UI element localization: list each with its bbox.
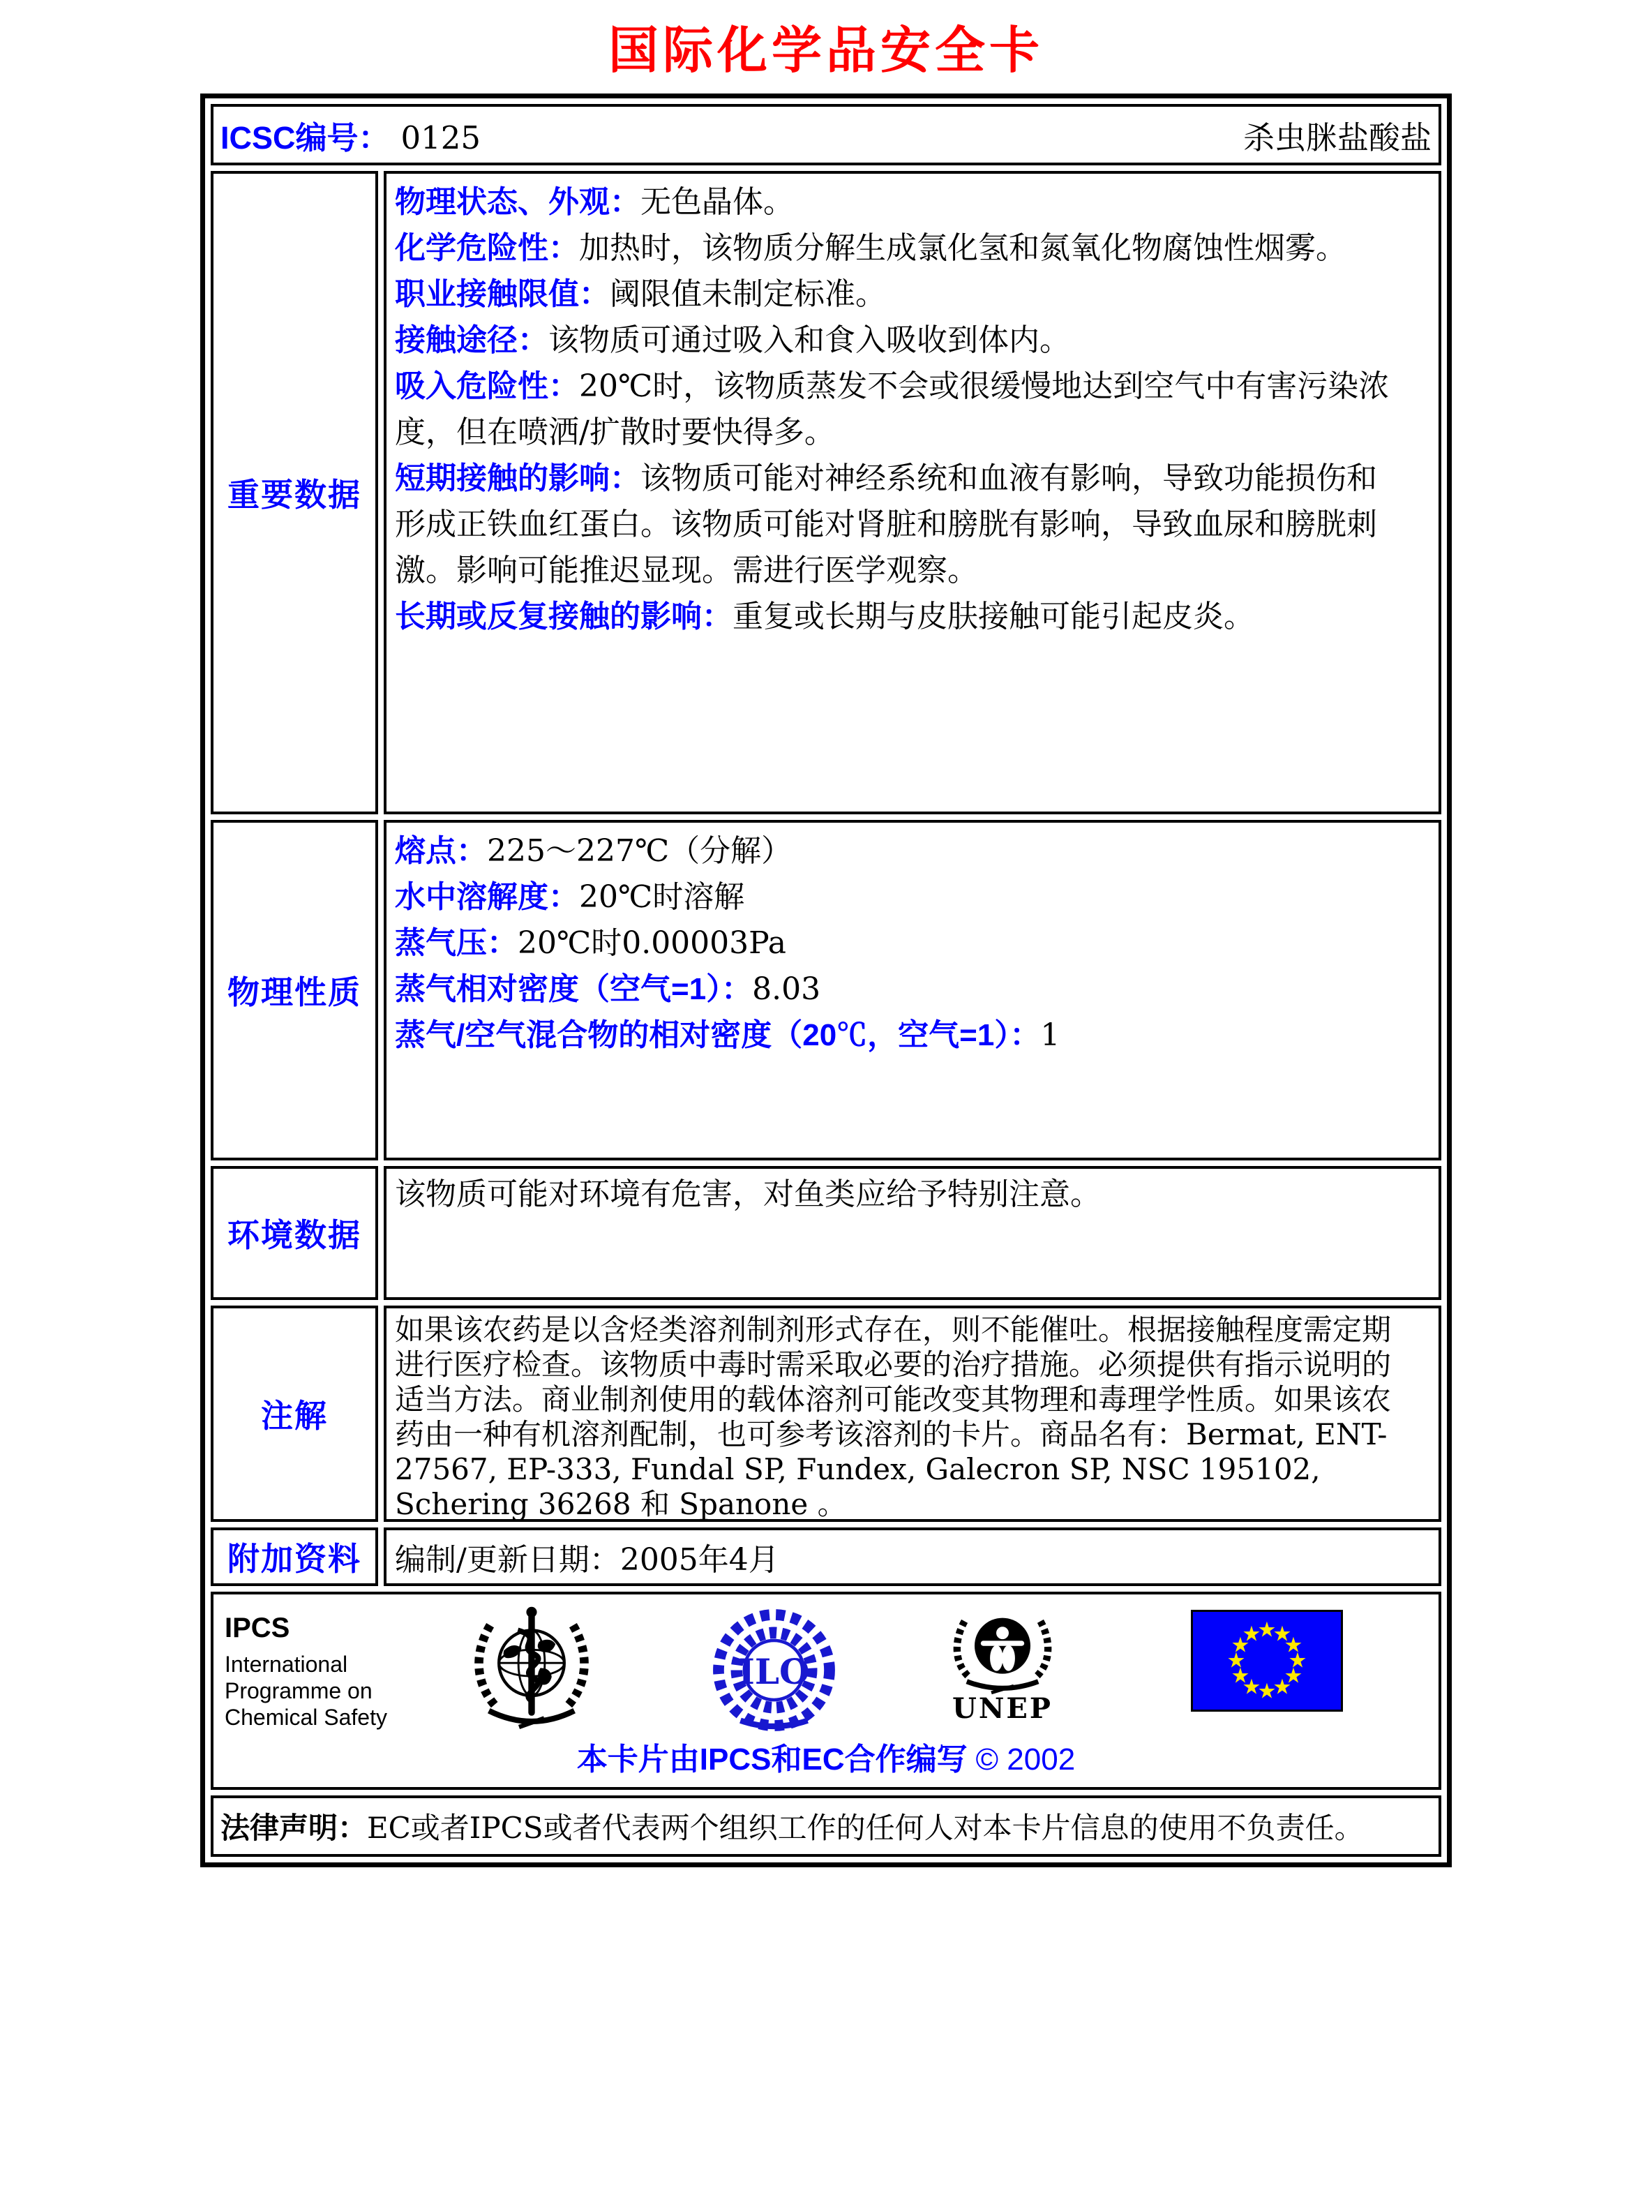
physical-properties-content [384, 820, 1441, 1160]
field-physical-state-appearance: 物理状态、外观：无色晶体。 [395, 184, 794, 220]
field-vapor-relative-density: 蒸气相对密度（空气=1）：8.03 [395, 971, 821, 1007]
notes-content: 如果该农药是以含烃类溶剂制剂形式存在，则不能催吐。根据接触程度需定期进行医疗检查。该物质中毒时需采取必要的治疗措施。必须提供有指示说明的适当方法。商业制剂使用的载体溶剂可能改变其物理和毒理学性质。如果该农药由一种有机溶剂配制，也可参考该溶剂的卡片。商品名有：Bermat, ENT-27567, EP-333, Fundal SP, Fundex, Galecron SP, NSC 195102, Schering 36268 和 Spanone 。 [384, 1306, 1441, 1522]
notes-label: 注解 [211, 1306, 378, 1522]
svg-text:★: ★ [1272, 1622, 1292, 1647]
field-long-term-effects: 长期或反复接触的影响：重复或长期与皮肤接触可能引起皮炎。 [395, 599, 1254, 634]
svg-text:★: ★ [1257, 1617, 1277, 1643]
important-data-label: 重要数据 [211, 171, 378, 814]
icsc-card [200, 94, 1452, 1867]
credit-line [213, 1734, 1439, 1779]
ipcs-title: IPCS [225, 1613, 290, 1643]
credit-year: © 2002 [975, 1742, 1076, 1777]
svg-text:★: ★ [1242, 1675, 1261, 1700]
physical-properties-label: 物理性质 [211, 820, 378, 1160]
svg-text:★: ★ [1226, 1648, 1246, 1673]
unep-letters: UNEP [952, 1692, 1053, 1725]
ilo-letters: ILO [738, 1650, 810, 1692]
credit-text: 本卡片由IPCS和EC合作编写 [576, 1742, 968, 1777]
ilo-logo-icon [709, 1606, 839, 1738]
field-occupational-exposure-limit: 职业接触限值：阈限值未制定标准。 [395, 276, 886, 312]
ipcs-subtitle-line: International [225, 1652, 348, 1677]
field-chemical-danger: 化学危险性：加热时，该物质分解生成氯化氢和氮氧化物腐蚀性烟雾。 [395, 230, 1346, 266]
environmental-data-row [211, 1166, 1441, 1300]
svg-text:★: ★ [1284, 1633, 1303, 1658]
physical-properties-row [211, 820, 1441, 1160]
icsc-number-label: ICSC编号： [220, 119, 390, 156]
environmental-data-content: 该物质可能对环境有危害，对鱼类应给予特别注意。 [384, 1166, 1441, 1300]
important-data-row [211, 171, 1441, 814]
ipcs-subtitle-line: Chemical Safety [225, 1705, 387, 1730]
field-inhalation-risk: 吸入危险性：20℃时，该物质蒸发不会或很缓慢地达到空气中有害污染浓度，但在喷洒/扩散时要快得多。 [395, 368, 1390, 450]
legal-label: 法律声明： [220, 1811, 368, 1844]
field-short-term-effects: 短期接触的影响：该物质可能对神经系统和血液有影响，导致功能损伤和形成正铁血红蛋白。该物质可能对肾脏和膀胱有影响，导致血尿和膀胱刺激。影响可能推迟显现。需进行医学观察。 [395, 461, 1377, 588]
icsc-number-value: 0125 [400, 119, 481, 156]
svg-text:★: ★ [1257, 1679, 1277, 1704]
svg-text:★: ★ [1231, 1633, 1250, 1658]
field-vapor-pressure: 蒸气压：20℃时0.00003Pa [395, 925, 787, 961]
important-data-content [384, 171, 1441, 814]
who-logo-icon [469, 1604, 594, 1740]
field-exposure-routes: 接触途径：该物质可通过吸入和食入吸收到体内。 [395, 322, 1070, 358]
header-row [211, 104, 1441, 165]
eu-flag-icon [1191, 1610, 1343, 1712]
unep-logo-icon [947, 1606, 1058, 1725]
svg-text:★: ★ [1288, 1648, 1307, 1673]
ipcs-block [225, 1603, 427, 1731]
notes-row [211, 1306, 1441, 1522]
field-water-solubility: 水中溶解度：20℃时溶解 [395, 879, 745, 915]
svg-text:★: ★ [1242, 1622, 1261, 1647]
page-title: 国际化学品安全卡 [608, 20, 1044, 80]
ipcs-subtitle-line: Programme on [225, 1678, 373, 1703]
additional-info-content: 编制/更新日期：2005年4月 [384, 1527, 1441, 1586]
additional-info-label: 附加资料 [211, 1527, 378, 1586]
legal-disclaimer [211, 1795, 1441, 1857]
additional-info-row [211, 1527, 1441, 1586]
field-melting-point: 熔点：225～227℃（分解） [395, 833, 793, 869]
legal-text: EC或者IPCS或者代表两个组织工作的任何人对本卡片信息的使用不负责任。 [367, 1811, 1364, 1845]
chemical-name: 杀虫脒盐酸盐 [1242, 119, 1432, 156]
legal-row [211, 1795, 1441, 1857]
field-vapor-air-mixture-density: 蒸气/空气混合物的相对密度（20℃，空气=1）：1 [395, 1017, 1060, 1053]
environmental-data-label: 环境数据 [211, 1166, 378, 1300]
svg-text:★: ★ [1272, 1675, 1292, 1700]
organizations-row [211, 1592, 1441, 1790]
svg-text:★: ★ [1231, 1664, 1250, 1689]
svg-text:★: ★ [1284, 1664, 1303, 1689]
card-header [211, 104, 1441, 165]
organizations-footer [211, 1592, 1441, 1790]
icsc-number-group [220, 112, 481, 158]
